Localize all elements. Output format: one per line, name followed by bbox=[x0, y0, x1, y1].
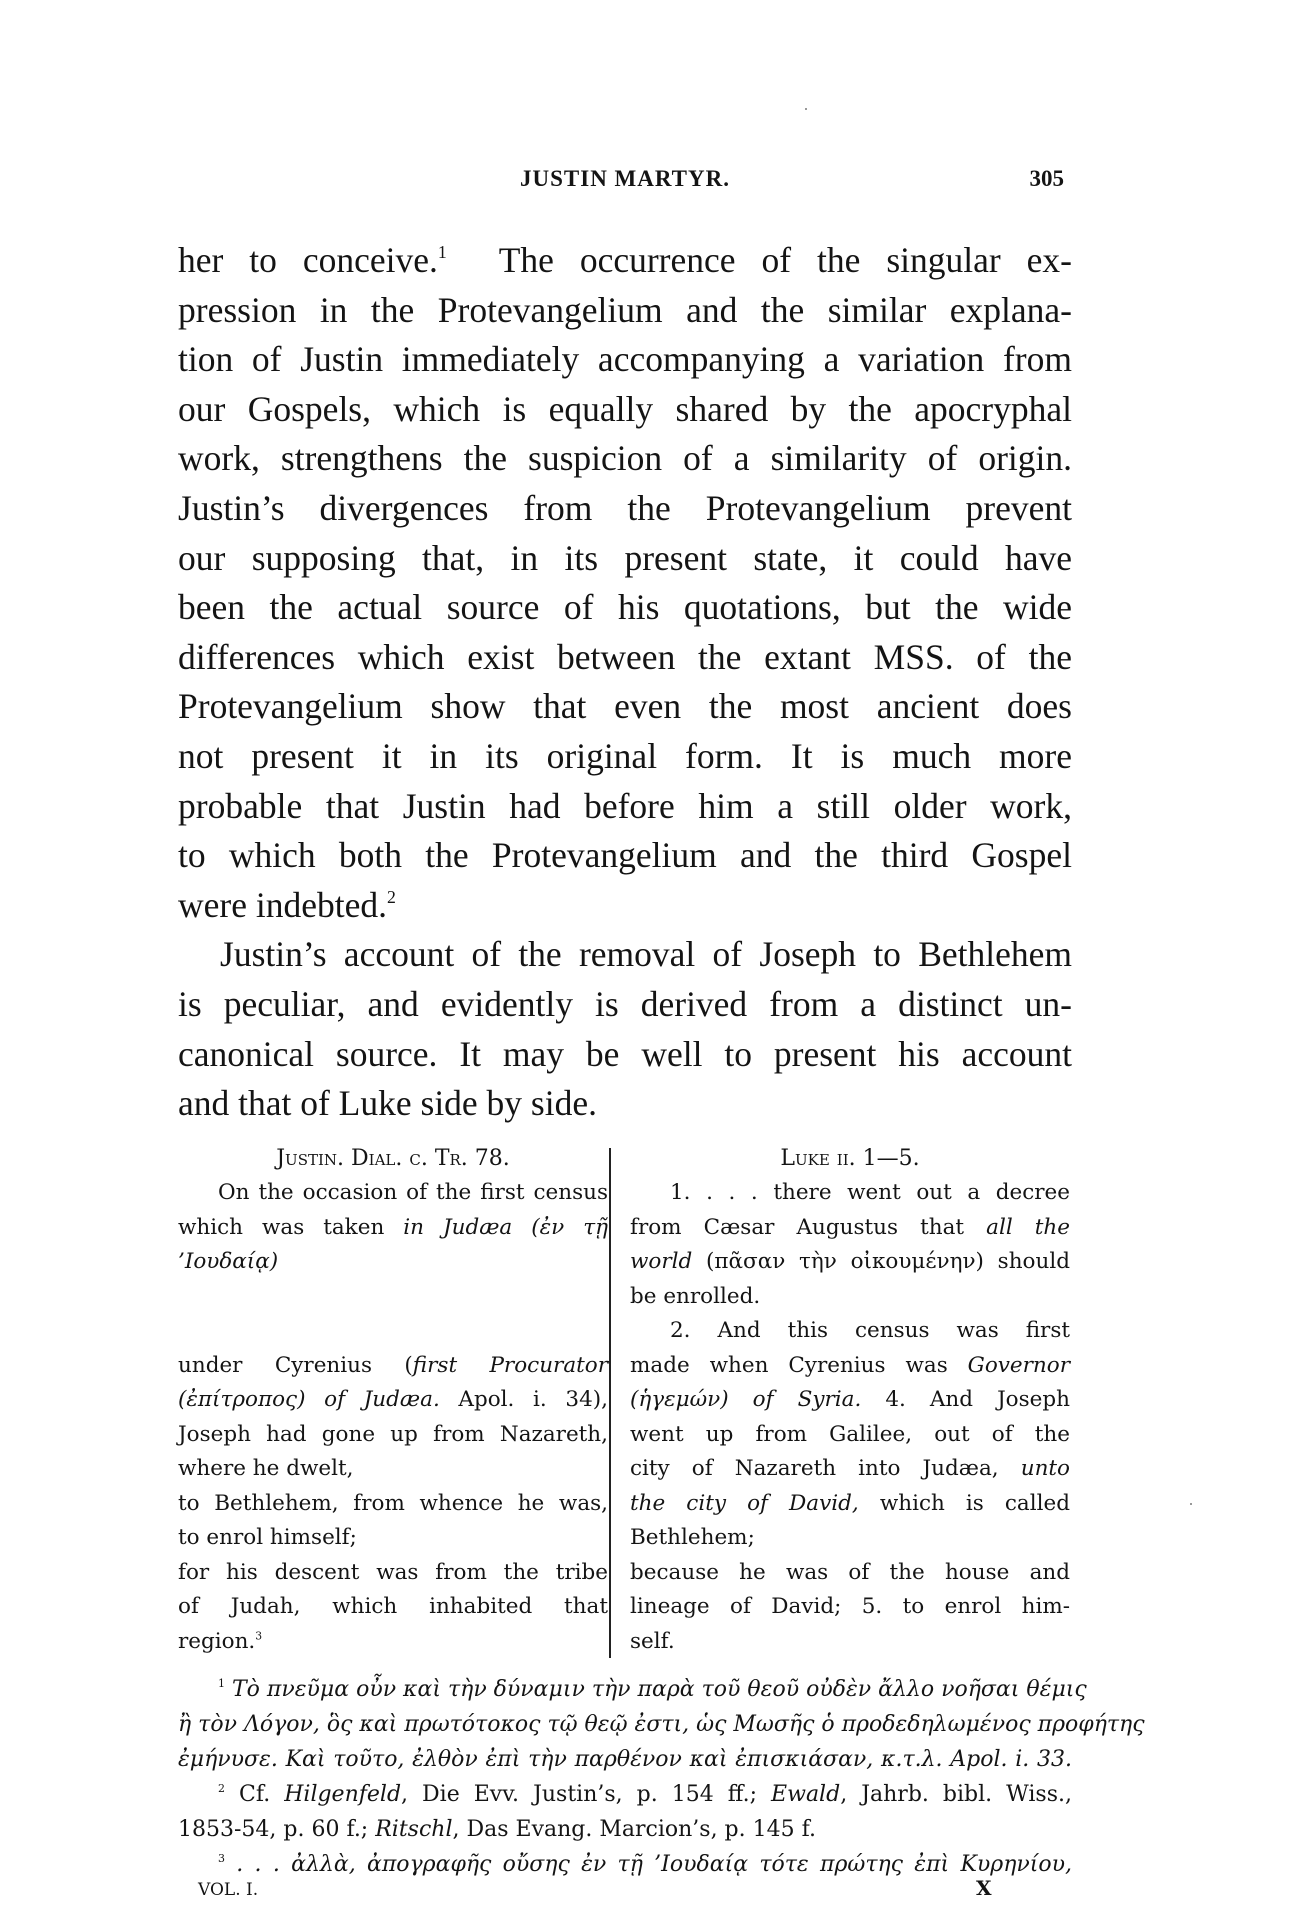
body-line: is peculiar, and evidently is derived from a distinct un- bbox=[178, 983, 1072, 1024]
line-text: The occurrence of the singular ex- bbox=[498, 240, 1072, 280]
footnote-ref-1[interactable]: 1 bbox=[437, 241, 447, 262]
column-line: to enrol himself; bbox=[178, 1525, 357, 1550]
column-divider bbox=[609, 1148, 611, 1658]
italic-text: in Judæa bbox=[403, 1214, 513, 1240]
body-line: probable that Justin had before him a still older work, bbox=[178, 785, 1072, 826]
column-line bbox=[630, 1245, 1070, 1280]
column-line: for his descent was from the tribe bbox=[178, 1559, 608, 1585]
body-line bbox=[178, 236, 1072, 286]
column-line: to Bethlehem, from whence he was, bbox=[178, 1490, 608, 1516]
greek-text: ἢ τὸν Λόγον, ὃς καὶ πρωτότοκος τῷ θεῷ ἐστι, ὡς Μωσῆς ὁ προδεδηλωμένος προφήτης bbox=[178, 1712, 1145, 1737]
page-number: 305 bbox=[1029, 166, 1064, 191]
line-text: her to conceive. bbox=[178, 240, 438, 280]
column-line bbox=[178, 1245, 608, 1280]
greek-text: Τὸ πνεῦμα οὖν καὶ τὴν δύναμιν τὴν παρὰ τοῦ θεοῦ οὐδὲν ἄλλο νοῆσαι θέμις bbox=[232, 1677, 1087, 1702]
body-line: not present it in its original form. It is much more bbox=[178, 735, 1072, 776]
column-line: 1. . . . there went out a decree bbox=[670, 1180, 1070, 1205]
footnote-line bbox=[178, 1847, 1072, 1882]
footnote-line bbox=[178, 1742, 1072, 1777]
column-gap bbox=[178, 1280, 608, 1349]
column-line: went up from Galilee, out of the bbox=[630, 1421, 1070, 1447]
line-text: from Cæsar Augustus that bbox=[630, 1214, 987, 1240]
footnote-ref-2[interactable]: 2 bbox=[386, 886, 396, 907]
body-line: Justin’s account of the removal of Joseph to Bethlehem bbox=[220, 934, 1072, 975]
justin-column-heading: Justin. Dial. c. Tr. 78. bbox=[276, 1146, 510, 1171]
line-text: under Cyrenius ( bbox=[178, 1352, 413, 1378]
running-title: JUSTIN MARTYR. bbox=[520, 166, 730, 191]
paragraph-2 bbox=[178, 930, 1072, 1128]
footnote-2 bbox=[178, 1777, 1072, 1847]
volume-signature: VOL. I. bbox=[198, 1880, 259, 1900]
scan-speck bbox=[805, 108, 807, 110]
body-line: to which both the Protevangelium and the third Gospel bbox=[178, 835, 1072, 876]
italic-text: world bbox=[630, 1249, 693, 1274]
column-line bbox=[178, 1349, 608, 1384]
column-line: because he was of the house and bbox=[630, 1559, 1070, 1585]
greek-text: ’Ιουδαίᾳ) bbox=[178, 1249, 279, 1274]
body-line: our Gospels, which is equally shared by the apocryphal bbox=[178, 388, 1072, 429]
line-text: made when Cyrenius was bbox=[630, 1352, 968, 1378]
body-line: and that of Luke side by side. bbox=[178, 1083, 597, 1124]
body-line: canonical source. It may be well to present his account bbox=[178, 1033, 1072, 1074]
running-head bbox=[178, 166, 1072, 202]
line-text: which was taken bbox=[178, 1214, 404, 1240]
footnotes bbox=[178, 1672, 1145, 1882]
luke-column bbox=[630, 1142, 1070, 1659]
column-line bbox=[630, 1487, 1070, 1522]
italic-text: of Judæa. bbox=[324, 1387, 440, 1412]
line-text: region. bbox=[178, 1628, 256, 1654]
signature-mark: X bbox=[976, 1876, 992, 1900]
line-text: Apol. i. 34), bbox=[439, 1387, 608, 1412]
author-name: Hilgenfeld bbox=[284, 1782, 402, 1807]
column-line: of Judah, which inhabited that bbox=[178, 1594, 608, 1619]
line-text: 4. And Joseph bbox=[861, 1387, 1070, 1412]
greek-text: (ἡγεμών) bbox=[630, 1387, 753, 1412]
line-text: (πᾶσαν τὴν οἰκουμένην) should bbox=[692, 1249, 1070, 1274]
body-line: our supposing that, in its present state, it could have bbox=[178, 537, 1072, 578]
body-line: tion of Justin immediately accompanying a variation from bbox=[178, 339, 1072, 380]
italic-text: first Procurator bbox=[412, 1352, 608, 1378]
footnote-line bbox=[178, 1672, 1087, 1707]
column-line bbox=[178, 1625, 608, 1660]
line-text: , Das Evang. Marcion’s, p. 145 f. bbox=[452, 1817, 816, 1842]
column-line: Joseph had gone up from Nazareth, bbox=[178, 1421, 608, 1447]
footnote-ref-3[interactable]: 3 bbox=[255, 1628, 263, 1642]
luke-column-heading: Luke ii. 1—5. bbox=[780, 1146, 920, 1171]
footnote-line bbox=[178, 1812, 1072, 1847]
body-line: been the actual source of his quotations, but the wide bbox=[178, 587, 1072, 628]
body-text bbox=[178, 236, 1072, 1129]
line-text: , Jahrb. bibl. Wiss., bbox=[840, 1782, 1072, 1807]
column-line: be enrolled. bbox=[630, 1283, 761, 1309]
column-line bbox=[630, 1349, 1070, 1384]
column-line bbox=[630, 1452, 1070, 1487]
line-text: , Die Evv. Justin’s, p. 154 ff.; bbox=[401, 1782, 772, 1807]
justin-column bbox=[178, 1142, 608, 1659]
footnote-marker: 1 bbox=[218, 1677, 225, 1691]
italic-text: the city of David, bbox=[630, 1490, 859, 1516]
italic-text: all the bbox=[986, 1214, 1070, 1240]
greek-text: . . . ἀλλὰ, ἀπογραφῆς οὔσης ἐν τῇ ’Ιουδαίᾳ τότε πρώτης ἐπὶ Κυρηνίου, bbox=[236, 1852, 1072, 1877]
footnote-3 bbox=[178, 1847, 1072, 1882]
scan-speck bbox=[1190, 1503, 1192, 1505]
line-text: were indebted. bbox=[178, 884, 387, 925]
column-line: On the occasion of the first census bbox=[218, 1180, 608, 1205]
column-line bbox=[178, 1383, 608, 1418]
body-line: Justin’s divergences from the Protevangelium prevent bbox=[178, 487, 1072, 528]
italic-text: unto bbox=[1020, 1456, 1070, 1481]
column-line: self. bbox=[630, 1628, 675, 1654]
footnote-1 bbox=[178, 1672, 1145, 1777]
italic-text: Governor bbox=[967, 1352, 1070, 1378]
italic-text: of Syria. bbox=[752, 1387, 862, 1412]
greek-text: (ἐπίτροπος) bbox=[178, 1387, 325, 1412]
column-line: Bethlehem; bbox=[630, 1525, 755, 1550]
author-name: Ritschl bbox=[375, 1817, 453, 1842]
footnote-line bbox=[178, 1707, 1145, 1742]
column-line bbox=[630, 1383, 1070, 1418]
body-line: differences which exist between the extant MSS. of the bbox=[178, 636, 1072, 677]
greek-text: ἐμήνυσε. Καὶ τοῦτο, ἐλθὸν ἐπὶ τὴν παρθένον καὶ ἐπισκιάσαν, κ.τ.λ. Apol. i. 33. bbox=[178, 1747, 1072, 1772]
column-line: 2. And this census was first bbox=[670, 1318, 1070, 1343]
footnote-line bbox=[178, 1777, 1072, 1812]
body-line: work, strengthens the suspicion of a similarity of origin. bbox=[178, 438, 1072, 479]
body-line: pression in the Protevangelium and the similar explana- bbox=[178, 289, 1072, 330]
parallel-columns bbox=[178, 1142, 1072, 1662]
line-text: Cf. bbox=[239, 1782, 285, 1807]
footnote-marker: 3 bbox=[218, 1852, 225, 1866]
column-line bbox=[178, 1211, 608, 1246]
body-line: Protevangelium show that even the most ancient does bbox=[178, 686, 1072, 727]
line-text: which is called bbox=[858, 1490, 1070, 1516]
author-name: Ewald bbox=[771, 1782, 841, 1807]
line-text: city of Nazareth into Judæa, bbox=[630, 1456, 1021, 1481]
line-text: 1853-54, p. 60 f.; bbox=[178, 1817, 376, 1842]
body-line bbox=[178, 881, 1072, 931]
paragraph-1 bbox=[178, 236, 1072, 930]
footnote-marker: 2 bbox=[218, 1782, 225, 1796]
column-line: lineage of David; 5. to enrol him- bbox=[630, 1594, 1070, 1619]
column-line: where he dwelt, bbox=[178, 1456, 354, 1481]
column-line bbox=[630, 1211, 1070, 1246]
greek-text: (ἐν τῇ bbox=[512, 1214, 608, 1240]
